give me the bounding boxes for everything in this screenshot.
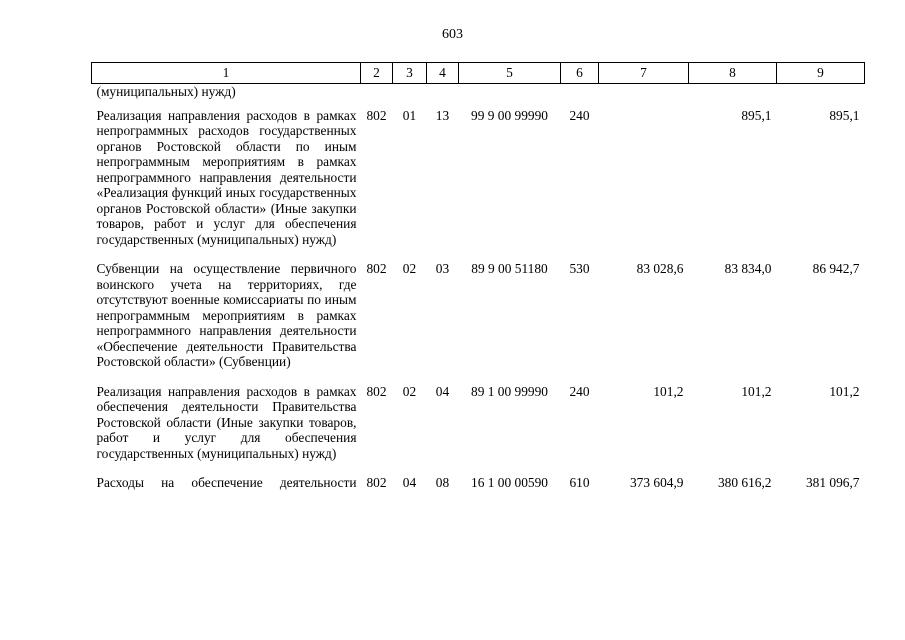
row-description: Реализация направления расходов в рамках непрограммных расходов государственных органов Ростовской области по иным непрограммным мероприятиям в рамках непрограммного направления деятельности «Реализация функций иных государственных органов Ростовской области» (Иные закупки товаров, работ и услуг для обеспечения государственных (муниципальных) нужд) — [96, 107, 357, 247]
row-expense-type-code: 530 — [569, 261, 590, 276]
row-amount-col-8: 380 616,2 — [717, 475, 772, 490]
header-col-7: 7 — [599, 63, 689, 84]
row-target-code: 89 9 00 51180 — [471, 261, 548, 276]
budget-table — [91, 62, 865, 505]
row-amount-col-8: 101,2 — [741, 383, 772, 399]
row-amount-col-8: 83 834,0 — [724, 261, 772, 276]
header-col-3: 3 — [393, 63, 427, 84]
row-expense-type-code: 240 — [569, 383, 590, 399]
row-ministry-code: 802 — [366, 107, 387, 123]
row-expense-type-code: 240 — [569, 107, 590, 123]
header-col-9: 9 — [777, 63, 865, 84]
row-amount-col-7: 83 028,6 — [636, 261, 684, 276]
row-target-code: 16 1 00 00590 — [471, 475, 548, 490]
row-ministry-code: 802 — [366, 383, 387, 399]
row-target-code: 89 1 00 99990 — [471, 383, 548, 399]
row-amount-col-7: 373 604,9 — [629, 475, 684, 490]
table-row — [92, 108, 865, 262]
continuation-row — [92, 84, 865, 108]
row-amount-col-8: 895,1 — [741, 107, 772, 123]
row-target-code: 99 9 00 99990 — [471, 107, 548, 123]
row-subsection-code: 13 — [435, 107, 450, 123]
row-description: Расходы на обеспечение деятельности — [96, 475, 357, 490]
row-expense-type-code: 610 — [569, 475, 590, 490]
row-section-code: 02 — [402, 261, 417, 276]
table-row — [92, 261, 865, 384]
header-col-4: 4 — [427, 63, 459, 84]
row-amount-col-9: 381 096,7 — [805, 475, 860, 490]
row-amount-col-7: 101,2 — [653, 383, 684, 399]
header-col-5: 5 — [459, 63, 561, 84]
header-col-1: 1 — [92, 63, 361, 84]
row-description: Реализация направления расходов в рамках обеспечения деятельности Правительства Ростовской области (Иные закупки товаров, работ и услуг для обеспечения государственных (муниципальных) нужд) — [96, 383, 357, 461]
table-row — [92, 475, 865, 505]
row-subsection-code: 04 — [435, 383, 450, 399]
row-amount-col-9: 895,1 — [829, 107, 860, 123]
header-col-6: 6 — [561, 63, 599, 84]
continuation-text: (муниципальных) нужд) — [96, 84, 236, 99]
header-row — [92, 63, 865, 84]
row-section-code: 02 — [402, 383, 417, 399]
row-amount-col-7 — [599, 108, 689, 262]
row-ministry-code: 802 — [366, 261, 387, 276]
table-row — [92, 384, 865, 476]
header-col-2: 2 — [361, 63, 393, 84]
row-ministry-code: 802 — [366, 475, 387, 490]
header-col-8: 8 — [689, 63, 777, 84]
row-section-code: 04 — [402, 475, 417, 490]
row-subsection-code: 03 — [435, 261, 450, 276]
page-number: 603 — [442, 27, 463, 42]
row-description: Субвенции на осуществление первичного воинского учета на территориях, где отсутствуют военные комиссариаты по иным непрограммным мероприятиям в рамках непрограммного направления деятельности «Обеспечение деятельности Правительства Ростовской области» (Субвенции) — [96, 261, 357, 369]
row-amount-col-9: 86 942,7 — [812, 261, 860, 276]
row-section-code: 01 — [402, 107, 417, 123]
row-subsection-code: 08 — [435, 475, 450, 490]
row-amount-col-9: 101,2 — [829, 383, 860, 399]
